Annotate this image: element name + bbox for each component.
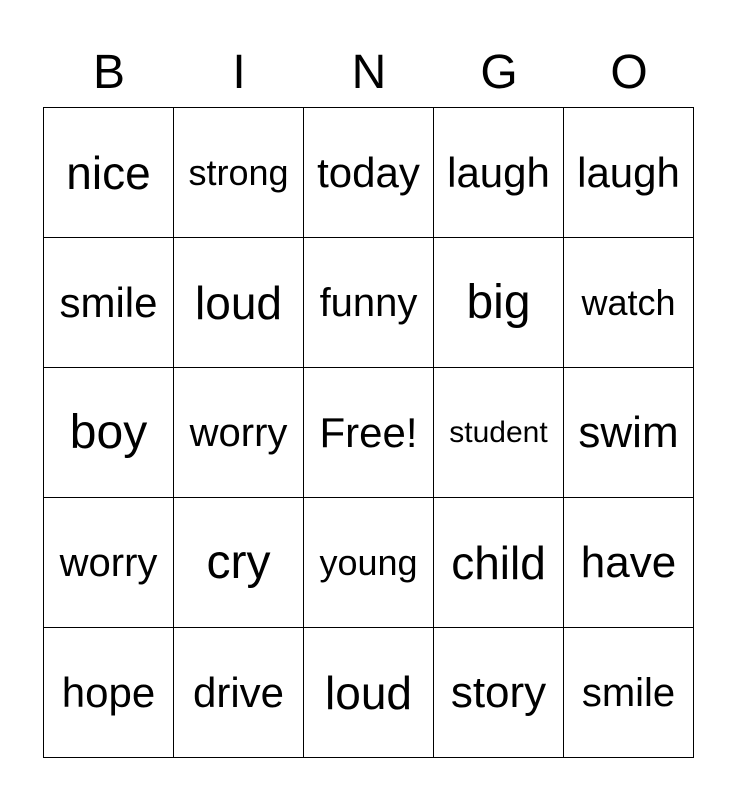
bingo-cell: nice xyxy=(44,108,174,238)
bingo-cell: watch xyxy=(564,238,694,368)
bingo-cell: drive xyxy=(174,628,304,758)
bingo-cell: today xyxy=(304,108,434,238)
bingo-cell: loud xyxy=(304,628,434,758)
bingo-cell: funny xyxy=(304,238,434,368)
bingo-cell: swim xyxy=(564,368,694,498)
header-letter-o: O xyxy=(610,46,648,99)
bingo-cell: strong xyxy=(174,108,304,238)
bingo-cell: cry xyxy=(174,498,304,628)
free-space-cell: Free! xyxy=(304,368,434,498)
bingo-cell: child xyxy=(434,498,564,628)
header-letter-i: I xyxy=(232,46,246,99)
bingo-cell: laugh xyxy=(434,108,564,238)
bingo-cell: have xyxy=(564,498,694,628)
bingo-cell: big xyxy=(434,238,564,368)
bingo-cell: hope xyxy=(44,628,174,758)
bingo-cell: loud xyxy=(174,238,304,368)
bingo-cell: smile xyxy=(564,628,694,758)
bingo-cell: boy xyxy=(44,368,174,498)
bingo-cell: young xyxy=(304,498,434,628)
bingo-cell: smile xyxy=(44,238,174,368)
bingo-header xyxy=(44,40,694,106)
bingo-cell: laugh xyxy=(564,108,694,238)
header-letter-g: G xyxy=(480,46,518,99)
header-letter-b: B xyxy=(92,46,125,99)
bingo-cell: worry xyxy=(44,498,174,628)
bingo-cell: worry xyxy=(174,368,304,498)
bingo-cell: student xyxy=(434,368,564,498)
bingo-cell: story xyxy=(434,628,564,758)
header-letter-n: N xyxy=(351,46,387,99)
bingo-board xyxy=(43,107,694,758)
